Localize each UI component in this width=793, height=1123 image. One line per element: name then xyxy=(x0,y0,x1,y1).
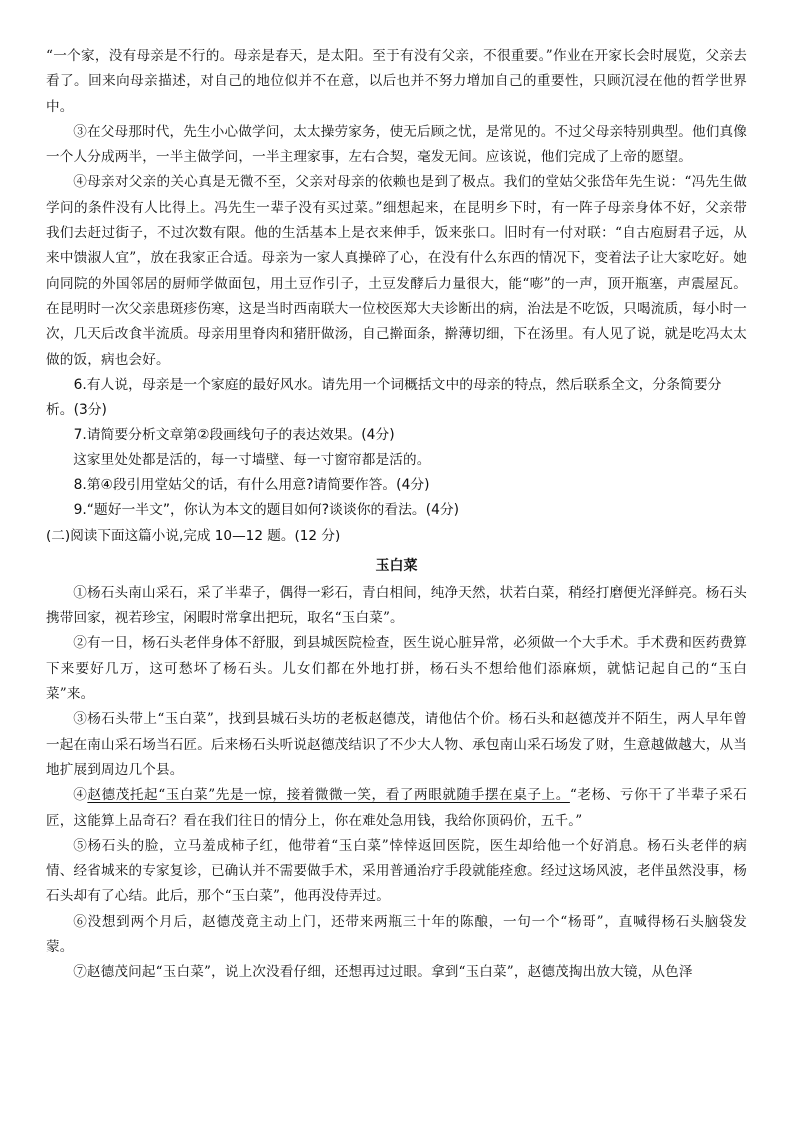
paragraph-4-rest: “老杨、亏你干了半辈子采石匠，这能算上品奇石？看在我们往日的情分上，你在难处急用钱，我给你顶码价，五千。” xyxy=(46,787,747,829)
question-6: 6.有人说，母亲是一个家庭的最好风水。请先用一个词概括文中的母亲的特点，然后联系全文，分条简要分析。(3分) xyxy=(46,376,722,418)
passage-paragraph-3: ③在父母那时代，先生小心做学问，太太操劳家务，使无后顾之忧，是常见的。不过父母亲特别典型。他们真像一个人分成两半，一半主做学问，一半主理家事，左右合契，毫发无间。应该说，他们完成了上帝的愿望。 xyxy=(46,123,747,166)
underlined-sentence: 赵德茂托起“玉白菜”先是一惊，接着微微一笑，看了两眼就随手摆在桌子上。 xyxy=(87,787,570,804)
story-paragraph-2: ②有一日，杨石头老伴身体不舒服，到县城医院检查，医生说心脏异常，必须做一个大手术。手术费和医药费算下来要好几万，这可愁坏了杨石头。儿女们都在外地打拼，杨石头不想给他们添麻烦，就惦记起自己的“玉白菜”来。 xyxy=(46,635,747,703)
story-paragraph-3: ③杨石头带上“玉白菜”，找到县城石头坊的老板赵德茂，请他估个价。杨石头和赵德茂并不陌生，两人早年曾一起在南山采石场当石匠。后来杨石头听说赵德茂结识了不少大人物、承包南山采石场发了财，生意越做越大，从当地扩展到周边几个县。 xyxy=(46,711,747,778)
question-7: 7.请简要分析文章第②段画线句子的表达效果。(4分) xyxy=(73,426,395,443)
question-8: 8.第④段引用堂姑父的话，有什么用意?请简要作答。(4分) xyxy=(73,476,430,493)
question-7-quoted-sentence: 这家里处处都是活的，每一寸墙壁、每一寸窗帘都是活的。 xyxy=(73,451,431,468)
story-paragraph-4 xyxy=(46,783,747,834)
passage-paragraph-continued: “一个家，没有母亲是不行的。母亲是春天，是太阳。至于有没有父亲，不很重要。”作业在开家长会时展览，父亲去看了。回来向母亲描述，对自己的地位似并不在意，以后也并不努力增加自己的重要性，只顾沉浸在他的哲学世界中。 xyxy=(46,48,747,115)
section-2-heading: (二)阅读下面这篇小说,完成 10—12 题。(12 分) xyxy=(46,527,341,544)
story-title: 玉白菜 xyxy=(375,557,418,574)
story-paragraph-5: ⑤杨石头的脸，立马羞成柿子红，他带着“玉白菜”悻悻返回医院，医生却给他一个好消息。杨石头老伴的病情、经省城来的专家复诊，已确认并不需要做手术，采用普通治疗手段就能痊愈。经过这场风波，老伴虽然没事，杨石头却有了心结。此后，那个“玉白菜”，他再没侍弄过。 xyxy=(46,837,747,905)
question-9: 9.“题好一半文”，你认为本文的题目如何?谈谈你的看法。(4分) xyxy=(73,501,460,518)
story-paragraph-1: ①杨石头南山采石，采了半辈子，偶得一彩石，青白相间，纯净天然，状若白菜，稍经打磨便光泽鲜亮。杨石头携带回家，视若珍宝，闲暇时常拿出把玩，取名“玉白菜”。 xyxy=(46,584,747,627)
story-paragraph-7: ⑦赵德茂问起“玉白菜”，说上次没看仔细，还想再过过眼。拿到“玉白菜”，赵德茂掏出放大镜，从色泽 xyxy=(73,964,693,981)
paragraph-number: ④ xyxy=(73,787,88,804)
story-paragraph-6: ⑥没想到两个月后，赵德茂竟主动上门，还带来两瓶三十年的陈酿，一句一个“杨哥”，直喊得杨石头脑袋发蒙。 xyxy=(46,913,747,956)
passage-paragraph-4: ④母亲对父亲的关心真是无微不至，父亲对母亲的依赖也是到了极点。我们的堂姑父张岱年先生说：“冯先生做学问的条件没有人比得上。冯先生一辈子没有买过菜。”细想起来，在昆明乡下时，有一阵子母亲身体不好，父亲带我们去赶过街子，不过次数有限。他的生活基本上是衣来伸手，饭来张口。旧时有一付对联：“自古庖厨君子远，从来中馈淑人宜”，放在我家正合适。母亲为一家人真操碎了心，在没有什么东西的情况下，变着法子让大家吃好。她向同院的外国邻居的厨师学做面包，用土豆作引子，土豆发酵后力量很大，能“嘭”的一声，顶开瓶塞，声震屋瓦。在昆明时一次父亲患斑疹伤寒，这是当时西南联大一位校医郑大夫诊断出的病，治法是不吃饭，只喝流质，每小时一次，几天后改食半流质。母亲用里脊肉和猪肝做汤，自己擀面条，擀薄切细，下在汤里。有人见了说，就是吃冯太太做的饭，病也会好。 xyxy=(46,174,747,368)
